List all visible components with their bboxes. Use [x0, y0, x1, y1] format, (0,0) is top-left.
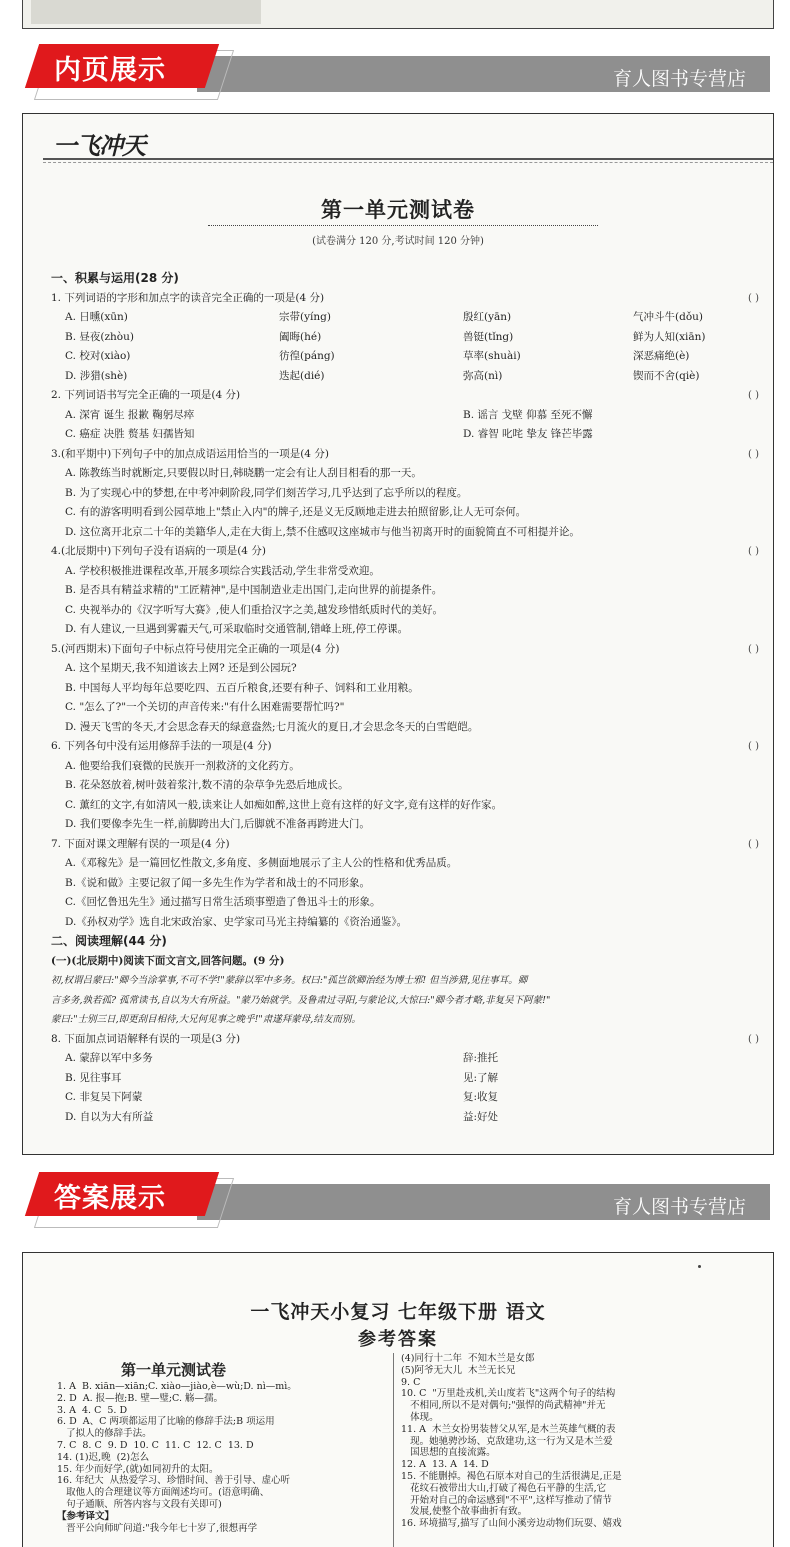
- option-line: C. 薰红的文字,有如清风一般,读来让人如痴如醉,这世上竟有这样的好文字,竟有这样的好作家。: [65, 798, 503, 811]
- question-6: [51, 737, 765, 757]
- answer-right-column: [401, 1353, 761, 1530]
- option-line: B. 中国每人平均每年总要吃四、五百斤粮食,还要有种子、饲料和工业用粮。: [65, 681, 419, 694]
- option-row: D. 涉猎(shè) 迭起(dié) 弥高(nì) 锲而不舍(qiè): [65, 369, 700, 382]
- option-line: D. 这位离开北京二十年的美籍华人,走在大街上,禁不住感叹这座城市与他当初离开时的面貌简直不可相提并论。: [65, 525, 580, 538]
- answer-line: 晋平公向师旷问道:"我今年七十岁了,很想再学: [57, 1522, 258, 1534]
- answer-paren: ( ): [748, 546, 759, 557]
- option-row: A. 日曛(xūn) 宗带(yíng) 殷红(yān) 气冲斗牛(dǒu): [65, 311, 703, 323]
- option-line: C. 有的游客明明看到公园草地上"禁止入内"的牌子,还是义无反顾地走进去拍照留影,让人无可奈何。: [65, 506, 527, 518]
- store-name: 育人图书专营店: [612, 68, 746, 90]
- answer-line: (5)阿爷无大儿 木兰无长兄: [401, 1364, 516, 1376]
- option-line: A. 这个星期天,我不知道该去上网? 还是到公园玩?: [65, 662, 297, 674]
- answer-paren: ( ): [748, 643, 759, 655]
- answer-line: 15. 不能删掉。褐色石原本对自己的生活很满足,正是: [401, 1470, 622, 1482]
- answer-line: 15. 年少而好学,(就)如同初升的太阳。: [57, 1463, 219, 1475]
- previous-image-strip: [22, 0, 774, 29]
- answer-paren: ( ): [748, 1033, 759, 1045]
- answer-paren: ( ): [748, 390, 759, 401]
- section-heading: 一、积累与运用(28 分): [51, 271, 179, 285]
- question-text: 1. 下列词语的字形和加点字的读音完全正确的一项是(4 分): [51, 291, 325, 304]
- answer-section-title: 第一单元测试卷: [121, 1361, 227, 1379]
- question-2: [51, 386, 765, 406]
- series-logo: 一飞冲天: [53, 132, 145, 160]
- answer-paren: ( ): [748, 448, 759, 460]
- column-divider: [393, 1353, 394, 1547]
- scan-speck: [698, 1265, 701, 1268]
- answer-line: 现。她驰骋沙场、克敌建功,这一行为又是木兰爱: [401, 1435, 613, 1447]
- answer-paren: ( ): [748, 741, 759, 752]
- answer-paren: ( ): [748, 292, 759, 304]
- question-text: 7. 下面对课文理解有误的一项是(4 分): [51, 837, 230, 850]
- option-line: B.《说和做》主要记叙了闻一多先生作为学者和战士的不同形象。: [65, 876, 371, 889]
- answer-line: 取他人的合理建议等方面阐述均可。(语意明确、: [57, 1487, 270, 1499]
- question-text: 3.(和平期中)下列句子中的加点成语运用恰当的一项是(4 分): [51, 447, 329, 460]
- question-5: [51, 640, 765, 660]
- option-row: A. 深宵 诞生 报歉 鞠躬尽瘁 B. 谣言 戈壁 仰慕 至死不懈: [65, 408, 593, 421]
- question-text: 6. 下列各句中没有运用修辞手法的一项是(4 分): [51, 740, 272, 752]
- classical-text-line: 初,权谓吕蒙曰:"卿今当涂掌事,不可不学!"蒙辞以军中多务。权曰:"孤岂欲卿治经为博士邪! 但当涉猎,见往事耳。卿: [51, 975, 528, 986]
- answer-banner: [22, 1166, 770, 1234]
- answer-left-column: [57, 1381, 387, 1534]
- answer-paren: ( ): [748, 838, 759, 850]
- question-1: [51, 289, 765, 309]
- exam-page-scan: [22, 113, 774, 1155]
- option-row: A. 蒙辞以军中多务 辞:推托: [65, 1052, 499, 1064]
- option-row: C. 校对(xiào) 彷徨(páng) 草率(shuài) 深恶痛绝(è): [65, 350, 690, 362]
- answer-line: 了拟人的修辞手法。: [57, 1428, 152, 1440]
- option-row: C. 癌症 决胜 赘基 妇孺皆知 D. 睿智 叱咤 挚友 锋芒毕露: [65, 428, 593, 440]
- answer-book-title: 一飞冲天小复习 七年级下册 语文: [250, 1301, 546, 1323]
- cover-image-fragment: [31, 0, 261, 24]
- question-7: [51, 835, 765, 855]
- option-line: D. 有人建议,一旦遇到雾霾天气,可采取临时交通管制,错峰上班,停工停课。: [65, 623, 409, 635]
- answer-line: 体现。: [401, 1411, 439, 1423]
- answer-line: 不相同,所以不是对偶句;"强悍的尚武精神"并无: [401, 1400, 606, 1412]
- answer-line: 10. C "万里赴戎机,关山度若飞"这两个句子的结构: [401, 1388, 616, 1400]
- reading-instruction: (一)(北辰期中)阅读下面文言文,回答问题。(9 分): [51, 954, 285, 967]
- answer-line: 16. 年纪大 从热爱学习、珍惜时间、善于引导、虚心听: [57, 1475, 291, 1487]
- question-text: 8. 下面加点词语解释有误的一项是(3 分): [51, 1032, 241, 1045]
- option-line: B. 是否具有精益求精的"工匠精神",是中国制造业走出国门,走向世界的前提条件。: [65, 584, 443, 596]
- question-4: [51, 542, 765, 562]
- question-8: [51, 1030, 765, 1050]
- exam-title: 第一单元测试卷: [321, 197, 475, 222]
- question-text: 4.(北辰期中)下列句子没有语病的一项是(4 分): [51, 545, 266, 557]
- option-row: B. 昼夜(zhòu) 阖晦(hé) 兽铤(tǐng) 鲜为人知(xiān): [65, 330, 706, 343]
- exam-subtitle: (试卷满分 120 分,考试时间 120 分钟): [312, 236, 484, 247]
- answer-line: 2. D A. 报—抱;B. 壁—璧;C. 觞—孺。: [57, 1392, 224, 1404]
- option-line: A.《邓稼先》是一篇回忆性散文,多角度、多侧面地展示了主人公的性格和优秀品质。: [65, 857, 458, 869]
- question-3: [51, 445, 765, 465]
- title-underline: [208, 225, 598, 226]
- option-line: A. 他要给我们衰微的民族开一剂救济的文化药方。: [65, 759, 300, 772]
- answer-line: 开始对自己的命运感到"不平",这样写推动了情节: [401, 1494, 612, 1506]
- exam-content: [51, 269, 765, 1127]
- answer-line: 【参考译文】: [57, 1510, 115, 1522]
- question-text: 2. 下列词语书写完全正确的一项是(4 分): [51, 389, 241, 401]
- section-heading: 二、阅读理解(44 分): [51, 934, 167, 948]
- answer-line: 7. C 8. C 9. D 10. C 11. C 12. C 13. D: [57, 1439, 254, 1451]
- inner-page-banner: [22, 38, 770, 106]
- answer-line: 12. A 13. A 14. D: [401, 1459, 489, 1471]
- header-dashed-rule: [43, 162, 773, 163]
- option-row: C. 非复吴下阿蒙 复:收复: [65, 1091, 499, 1103]
- option-line: D. 漫天飞雪的冬天,才会思念春天的绿意盎然;七月流火的夏日,才会思念冬天的白雪皑皑。: [65, 720, 479, 733]
- option-line: C. "怎么了?"一个关切的声音传来:"有什么困难需要帮忙吗?": [65, 701, 345, 713]
- option-line: B. 为了实现心中的梦想,在中考冲刺阶段,同学们刻苦学习,几乎达到了忘乎所以的程度。: [65, 486, 468, 499]
- option-line: A. 学校积极推进课程改革,开展多项综合实践活动,学生非常受欢迎。: [65, 564, 380, 577]
- option-row: D. 自以为大有所益 益:好处: [65, 1110, 499, 1123]
- banner-title: 内页展示: [54, 55, 166, 86]
- answer-line: 句子通顺、所答内容与文段有关即可): [57, 1498, 222, 1510]
- answer-line: (4)同行十二年 不知木兰是女郎: [401, 1353, 535, 1364]
- answer-line: 3. A 4. C 5. D: [57, 1404, 128, 1416]
- header-rule: [43, 158, 773, 160]
- answer-line: 发展,使整个故事曲折有致。: [401, 1506, 528, 1518]
- answer-line: 16. 环境描写,描写了山间小溪旁边动物们玩耍、嬉戏: [401, 1518, 622, 1530]
- option-row: B. 见往事耳 见:了解: [65, 1071, 499, 1084]
- option-line: D.《孙权劝学》选自北宋政治家、史学家司马光主持编纂的《资治通鉴》。: [65, 915, 408, 928]
- answer-line: 6. D A、C 两项都运用了比喻的修辞手法;B 项运用: [57, 1416, 275, 1428]
- banner-title: 答案展示: [54, 1183, 166, 1214]
- answer-line: 国思想的直接流露。: [401, 1447, 496, 1459]
- option-line: C. 央视举办的《汉字听写大赛》,使人们重拾汉字之美,越发珍惜纸质时代的美好。: [65, 603, 444, 616]
- answer-subtitle: 参考答案: [358, 1329, 438, 1350]
- classical-text-line: 言多务,孰若孤? 孤常读书,自以为大有所益。"蒙乃始就学。及鲁肃过寻阳,与蒙论议,大惊曰:"卿今者才略,非复吴下阿蒙!": [51, 994, 551, 1006]
- option-line: D. 我们要像李先生一样,前脚跨出大门,后脚就不准备再跨进大门。: [65, 818, 370, 830]
- option-line: A. 陈教练当时就断定,只要假以时日,韩晓鹏一定会有让人刮目相看的那一天。: [65, 467, 422, 479]
- answer-line: 花纹石被带出大山,打破了褐色石平静的生活,它: [401, 1482, 607, 1494]
- answer-line: 14. (1)迟,晚 (2)怎么: [57, 1451, 150, 1463]
- store-name: 育人图书专营店: [612, 1196, 746, 1218]
- question-text: 5.(河西期末)下面句子中标点符号使用完全正确的一项是(4 分): [51, 642, 340, 655]
- option-line: B. 花朵怒放着,树叶鼓着浆汁,数不清的杂草争先恐后地成长。: [65, 779, 349, 791]
- answer-line: 9. C: [401, 1376, 421, 1388]
- answer-line: 11. A 木兰女扮男装替父从军,是木兰英雄气概的表: [401, 1423, 616, 1435]
- answer-page-scan: [22, 1252, 774, 1547]
- option-line: C.《回忆鲁迅先生》通过描写日常生活琐事塑造了鲁迅斗士的形象。: [65, 896, 381, 908]
- answer-line: 1. A B. xiān—xiān;C. xiào—jiào,è—wù;D. nì—mì。: [57, 1381, 297, 1392]
- classical-text-line: 蒙曰:"士别三日,即更刮目相待,大兄何见事之晚乎!"肃遂拜蒙母,结友而别。: [51, 1014, 361, 1025]
